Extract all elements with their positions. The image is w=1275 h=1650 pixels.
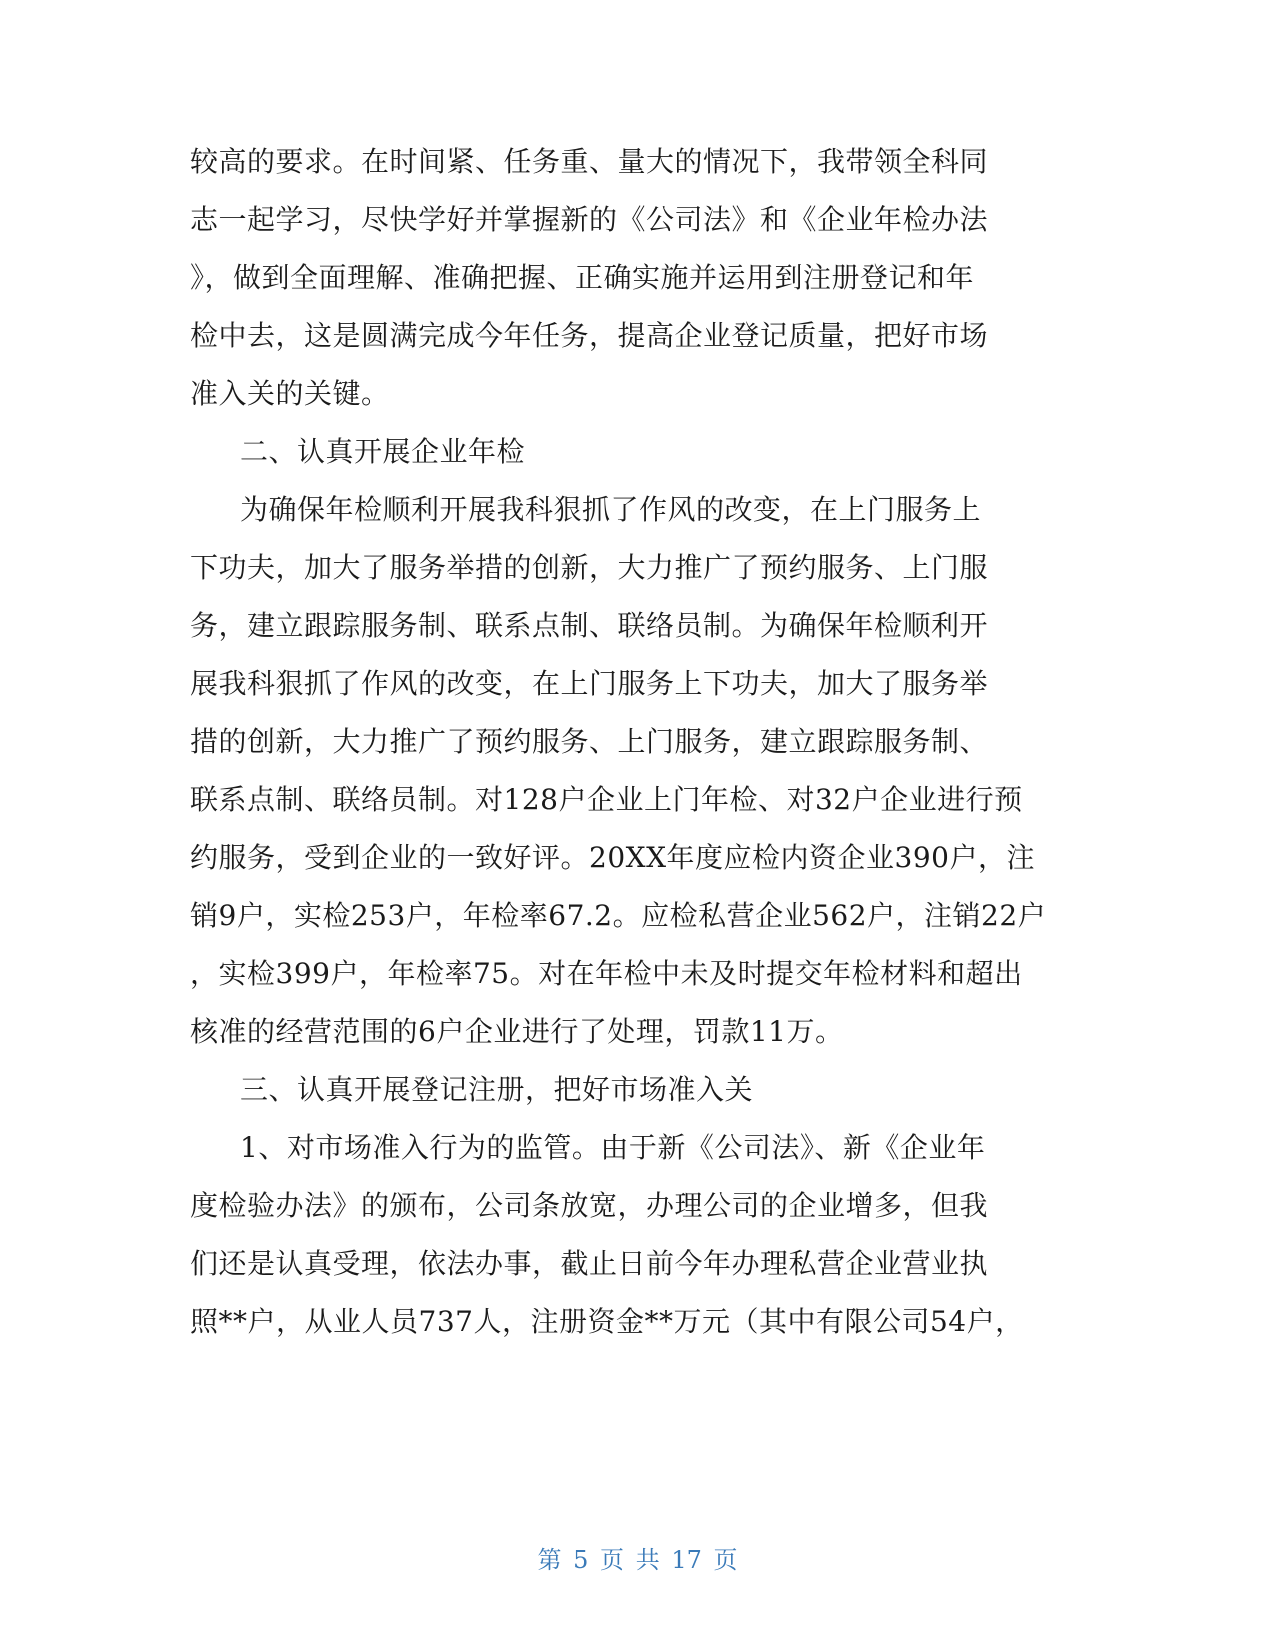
body-line: ，实检399户，年检率75。对在年检中未及时提交年检材料和超出	[190, 957, 1023, 990]
body-line: 约服务，受到企业的一致好评。20XX年度应检内资企业390户，注	[190, 841, 1035, 874]
footer-prefix: 第	[537, 1546, 562, 1574]
page-footer	[0, 1545, 1275, 1575]
footer-suffix: 页	[713, 1546, 738, 1574]
section-heading: 三、认真开展登记注册，把好市场准入关	[240, 1073, 754, 1106]
footer-current-page: 5	[573, 1546, 589, 1574]
body-line: 志一起学习，尽快学好并掌握新的《公司法》和《企业年检办法	[190, 203, 989, 236]
body-line: 1、对市场准入行为的监管。由于新《公司法》、新《企业年	[240, 1131, 986, 1164]
body-line: 务，建立跟踪服务制、联系点制、联络员制。为确保年检顺利开	[190, 609, 989, 642]
body-line: 准入关的关键。	[190, 377, 390, 410]
body-line: 》，做到全面理解、准确把握、正确实施并运用到注册登记和年	[190, 261, 975, 294]
body-line: 们还是认真受理，依法办事，截止日前今年办理私营企业营业执	[190, 1247, 989, 1280]
body-line: 下功夫，加大了服务举措的创新，大力推广了预约服务、上门服	[190, 551, 989, 584]
body-line: 展我科狠抓了作风的改变，在上门服务上下功夫，加大了服务举	[190, 667, 989, 700]
body-line: 销9户，实检253户，年检率67.2。应检私营企业562户，注销22户	[190, 899, 1047, 932]
body-line: 联系点制、联络员制。对128户企业上门年检、对32户企业进行预	[190, 783, 1023, 816]
body-line: 为确保年检顺利开展我科狠抓了作风的改变，在上门服务上	[240, 493, 982, 526]
body-line: 照**户，从业人员737人，注册资金**万元（其中有限公司54户，	[190, 1305, 1024, 1338]
body-line: 核准的经营范围的6户企业进行了处理，罚款11万。	[190, 1015, 844, 1048]
body-line: 较高的要求。在时间紧、任务重、量大的情况下，我带领全科同	[190, 145, 989, 178]
footer-total-pages: 17	[671, 1546, 702, 1574]
footer-total-prefix: 共	[635, 1546, 660, 1574]
footer-page-word: 页	[600, 1546, 625, 1574]
body-line: 措的创新，大力推广了预约服务、上门服务，建立跟踪服务制、	[190, 725, 989, 758]
body-line: 检中去，这是圆满完成今年任务，提高企业登记质量，把好市场	[190, 319, 989, 352]
section-heading: 二、认真开展企业年检	[240, 435, 526, 468]
body-line: 度检验办法》的颁布，公司条放宽，办理公司的企业增多，但我	[190, 1189, 989, 1222]
